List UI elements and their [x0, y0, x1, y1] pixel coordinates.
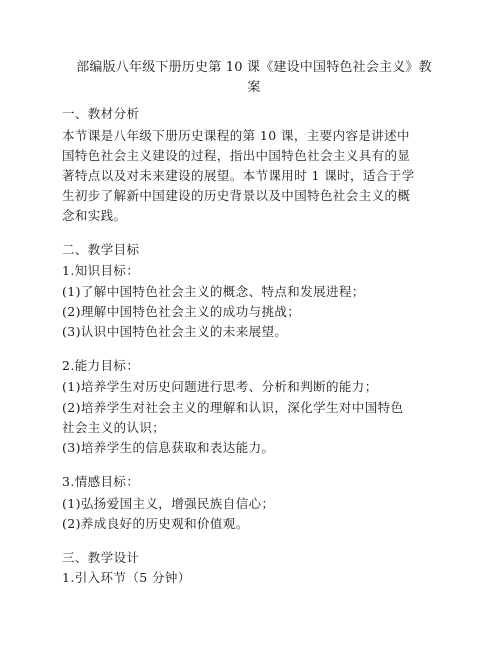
- document-title: 部编版八年级下册历史第 10 课《建设中国特色社会主义》教案: [76, 60, 432, 95]
- subheading-ability: 2.能力目标：: [62, 358, 140, 373]
- paragraph-line: 国特色社会主义建设的过程，指出中国特色社会主义具有的显: [62, 148, 411, 163]
- paragraph-line: 著特点以及对未来建设的展望。本节课用时 1 课时，适合于学: [62, 168, 415, 183]
- list-item: 社会主义的认识；: [62, 420, 166, 435]
- section-heading-design: 三、教学设计: [62, 550, 140, 565]
- list-item: (2)理解中国特色社会主义的成功与挑战；: [62, 304, 301, 319]
- list-item: (2)培养学生对社会主义的理解和认识，深化学生对中国特色: [62, 400, 404, 415]
- section-heading-goals: 二、教学目标: [62, 242, 140, 257]
- subheading-knowledge: 1.知识目标：: [62, 263, 140, 278]
- subheading-intro: 1.引入环节（5 分钟）: [62, 570, 191, 585]
- section-heading-materials: 一、教材分析: [62, 106, 140, 121]
- list-item: (3)认识中国特色社会主义的未来展望。: [62, 324, 288, 339]
- paragraph-line: 生初步了解新中国建设的历史背景以及中国特色社会主义的概: [62, 188, 411, 203]
- list-item: (3)培养学生的信息获取和表达能力。: [62, 440, 275, 455]
- paragraph-line: 念和实践。: [62, 208, 127, 223]
- list-item: (1)培养学生对历史问题进行思考、分析和判断的能力；: [62, 379, 378, 394]
- paragraph-line: 本节课是八年级下册历史课程的第 10 课，主要内容是讲述中: [62, 128, 410, 143]
- subheading-emotion: 3.情感目标：: [62, 474, 140, 489]
- list-item: (1)了解中国特色社会主义的概念、特点和发展进程；: [62, 284, 365, 299]
- list-item: (2)养成良好的历史观和价值观。: [62, 516, 249, 531]
- list-item: (1)弘扬爱国主义，增强民族自信心；: [62, 496, 275, 511]
